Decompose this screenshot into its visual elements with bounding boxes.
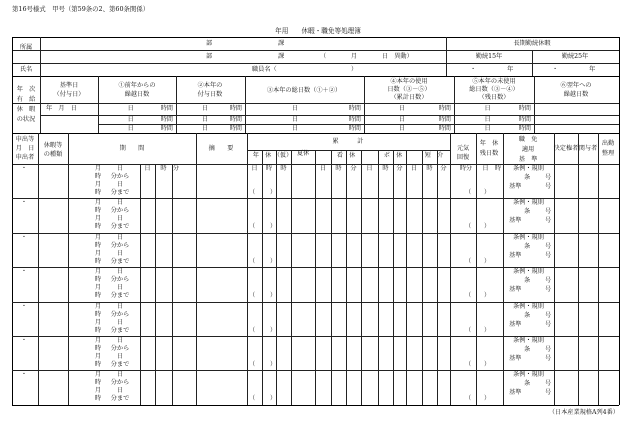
paren: ） [270, 361, 277, 368]
rule-line [12, 76, 619, 77]
paren: （ [249, 361, 256, 368]
exemption-jo: 条 [524, 346, 531, 353]
transfer-note: （ 月 日 異動） [320, 53, 413, 60]
rule-line [247, 150, 450, 151]
exemption-article: 条例・規則 [513, 199, 544, 207]
unit-hour: 時 [280, 165, 287, 172]
unit-minute: 分 [440, 165, 447, 172]
rule-line [361, 150, 362, 405]
exemption-article: 条例・規則 [513, 233, 544, 241]
nursing-header: 看 休 [336, 152, 356, 159]
rule-line [450, 133, 451, 405]
service-15: 勤続15年 [475, 53, 503, 60]
period-day: 日 [116, 302, 124, 310]
period-time: 時 [94, 207, 102, 215]
period-day: 日 [116, 215, 124, 223]
remaining-header: 残日数 [479, 150, 499, 157]
hour-unit: 時間 [438, 116, 451, 123]
rule-line [12, 133, 13, 405]
rule-line [12, 103, 619, 104]
exemption-go: 号 [545, 251, 552, 259]
period-day: 日 [116, 337, 124, 344]
row-date-mark: ・ [20, 233, 28, 241]
period-time: 時 [94, 292, 102, 300]
paren: ） [484, 395, 491, 403]
hour-unit: 時間 [229, 125, 242, 132]
rule-line [12, 63, 619, 64]
long-service-title: 長期勤続休暇 [513, 40, 551, 47]
period-month: 月 [94, 371, 102, 379]
exemption-jo: 条 [524, 311, 531, 319]
hour-unit: 時間 [160, 125, 173, 132]
volunteer-header: ボ 休 [383, 152, 403, 159]
period-time: 分まで [110, 361, 130, 368]
period-month: 月 [94, 165, 102, 172]
period-day: 日 [116, 199, 124, 207]
period-month: 月 [94, 387, 102, 395]
next-carryover-header: ⑥翌年への [560, 82, 592, 89]
attendance-header: 出勤 [601, 140, 615, 147]
genki-header: 回復 [456, 154, 470, 161]
year-25: ・ 年 [552, 66, 596, 73]
rule-line [446, 37, 447, 76]
day-unit: 日 [127, 116, 134, 123]
period-time: 時 [94, 310, 102, 318]
exemption-jo: 条 [524, 242, 531, 250]
day-unit: 日 [398, 116, 405, 123]
period-time: 分から [110, 207, 130, 215]
leave-status-label: 年 次 [16, 86, 36, 93]
exemption-go: 号 [545, 355, 552, 362]
paren: ） [270, 326, 277, 334]
service-25: 勤続25年 [561, 53, 589, 60]
rule-line [598, 133, 599, 405]
rule-line [172, 164, 173, 405]
period-time: 分まで [110, 257, 130, 265]
period-day: 日 [116, 284, 124, 292]
period-month: 月 [94, 284, 102, 292]
day-unit: 日 [201, 125, 209, 132]
exemption-kijun: 基準 [509, 389, 522, 397]
hour-unit: 時間 [229, 105, 242, 112]
hour-unit: 時間 [518, 125, 531, 132]
unused-days-header: （残日数） [478, 94, 510, 101]
unit-hour: 時 [494, 165, 502, 172]
period-day: 日 [116, 249, 124, 257]
period-month: 月 [94, 337, 102, 344]
period-day: 日 [116, 165, 124, 172]
exemption-article: 条例・規則 [513, 268, 544, 276]
period-time: 分から [110, 173, 130, 180]
period-time: 分まで [110, 326, 130, 334]
next-carryover-header: 繰越日数 [563, 91, 589, 98]
granted-header: ②本年の [197, 82, 223, 89]
exemption-header: 職 免 [518, 136, 538, 143]
rule-line [12, 37, 619, 38]
dept-label: 部 [206, 53, 213, 60]
exemption-kijun: 基準 [509, 217, 522, 225]
exemption-kijun: 基準 [509, 355, 522, 362]
day-unit: 日 [484, 125, 491, 132]
exemption-go: 号 [545, 174, 552, 181]
exemption-kijun: 基準 [509, 320, 522, 328]
period-day: 日 [116, 181, 124, 188]
used-days-header: 日数（③－⑤） [387, 86, 431, 93]
period-month: 月 [94, 302, 102, 310]
period-time: 分から [110, 345, 130, 352]
rule-line [422, 150, 423, 405]
summer-header: 夏休 [296, 150, 310, 157]
base-date-header: 基準日 [59, 82, 79, 89]
unit-day: 日 [410, 165, 418, 172]
leave-status-label: 有 給 [16, 96, 36, 103]
leave-kind-header: の種類 [43, 151, 63, 158]
period-month: 月 [94, 233, 102, 241]
period-month: 月 [94, 318, 102, 326]
paren: ） [484, 292, 491, 300]
period-time: 時 [94, 361, 102, 368]
period-time: 時 [94, 326, 102, 334]
paren: ） [270, 257, 277, 265]
granted-header: 付与日数 [197, 91, 223, 98]
paren: （ [465, 395, 472, 403]
paren: ） [270, 223, 277, 231]
day-unit: 日 [398, 125, 405, 132]
row-date-mark: ・ [20, 165, 28, 172]
unit-minute: 分 [396, 165, 403, 172]
exemption-article: 条例・規則 [513, 371, 544, 379]
unit-day: 日 [251, 165, 258, 172]
dept-label: 部 [206, 40, 213, 47]
rule-line [40, 115, 98, 116]
row-date-mark: ・ [20, 371, 28, 379]
period-time: 時 [94, 173, 102, 180]
short-care-header: 短 介 [424, 152, 444, 159]
period-time: 分から [110, 276, 130, 284]
rule-line [12, 50, 619, 51]
leave-status-label: の状況 [16, 116, 36, 123]
approver-header: 決定権者 [553, 145, 579, 152]
hour-unit: 時間 [160, 116, 173, 123]
paren: ） [484, 189, 491, 196]
paren: ） [484, 223, 491, 231]
remaining-header: 年 休 [479, 140, 499, 147]
paren: ） [484, 361, 491, 368]
paren: （ [249, 326, 256, 334]
rule-line [196, 133, 197, 405]
rule-line [176, 76, 177, 133]
paren: （ [465, 257, 472, 265]
period-time: 時 [94, 223, 102, 231]
used-days-header: ④本年の使用 [390, 78, 428, 85]
exemption-go: 号 [545, 208, 552, 216]
unit-day: 日 [144, 165, 151, 172]
period-time: 分まで [110, 292, 130, 300]
day-unit: 日 [201, 116, 209, 123]
unit-hour: 時 [335, 165, 342, 172]
paren: （ [465, 292, 472, 300]
unit-minute: 分 [172, 165, 180, 172]
period-time: 分まで [110, 395, 130, 403]
unit-day: 日 [482, 165, 489, 172]
paren: （ [465, 361, 472, 368]
applicant-header: 申出者 [15, 154, 35, 161]
special-header: （仮） [273, 152, 293, 159]
employee-name-field: 職員名（ ） [252, 66, 358, 73]
rule-line [346, 150, 347, 405]
applicant-header: 月 日 [15, 145, 35, 152]
section-label: 課 [278, 53, 285, 60]
summary-header: 摘 要 [208, 145, 234, 152]
leave-status-label: 休 暇 [16, 106, 36, 113]
rule-line [378, 150, 379, 405]
exemption-jo: 条 [524, 174, 531, 181]
period-day: 日 [116, 268, 124, 276]
period-month: 月 [94, 353, 102, 360]
hour-unit: 時間 [348, 125, 361, 132]
period-time: 時 [94, 241, 102, 249]
period-time: 時 [94, 276, 102, 284]
paren: ） [484, 257, 491, 265]
related-header: 関与者 [578, 145, 598, 152]
rule-line [315, 150, 316, 405]
rule-line [247, 133, 248, 405]
exemption-jo: 条 [524, 277, 531, 285]
rule-line [98, 76, 99, 133]
exemption-go: 号 [545, 320, 552, 328]
exemption-jo: 条 [524, 208, 531, 216]
day-unit: 日 [398, 105, 405, 112]
exemption-go: 号 [545, 346, 552, 353]
rule-line [12, 405, 619, 406]
period-time: 分から [110, 310, 130, 318]
exemption-go: 号 [545, 311, 552, 319]
period-time: 時 [94, 257, 102, 265]
rule-line [12, 37, 13, 76]
exemption-go: 号 [545, 183, 552, 190]
period-header: 期 間 [119, 145, 145, 152]
unit-hour: 時 [426, 165, 433, 172]
unit-hour: 時 [382, 165, 389, 172]
unused-days-header: ⑤本年の未使用 [472, 78, 516, 85]
period-time: 時 [94, 395, 102, 403]
rule-line [38, 133, 39, 405]
paren: （ [249, 257, 256, 265]
hour-unit: 時間 [438, 125, 451, 132]
genki-header: 元気 [456, 145, 470, 152]
rule-line [619, 133, 620, 405]
day-unit: 日 [291, 125, 299, 132]
unused-days-header: 総日数（③－④） [469, 86, 519, 93]
exemption-go: 号 [545, 389, 552, 397]
exemption-kijun: 基準 [509, 286, 522, 294]
period-day: 日 [116, 371, 124, 379]
exemption-go: 号 [545, 277, 552, 285]
period-month: 月 [94, 181, 102, 188]
rule-line [454, 76, 455, 133]
carryover-header: 繰越日数 [124, 91, 150, 98]
unit-minute: 分 [350, 165, 357, 172]
exemption-article: 条例・規則 [513, 165, 544, 172]
cumulative-header: 累 計 [332, 138, 364, 145]
name-label: 氏名 [19, 66, 33, 73]
period-time: 時 [94, 379, 102, 387]
day-unit: 日 [127, 125, 134, 132]
total-days-header: ③本年の総日数（①＋②） [266, 87, 342, 94]
hour-unit: 時間 [160, 105, 173, 112]
day-unit: 日 [201, 105, 209, 112]
rule-line [364, 76, 365, 133]
applicant-header: 申出等 [15, 136, 35, 143]
paren: （ [465, 189, 472, 196]
exemption-go: 号 [545, 286, 552, 294]
paren: ） [270, 189, 277, 196]
day-unit: 日 [291, 105, 299, 112]
unit-hour: 時 [265, 165, 273, 172]
attendance-header: 整理 [601, 150, 615, 157]
period-day: 日 [116, 387, 124, 395]
hour-unit: 時間 [229, 116, 242, 123]
paren: （ [465, 223, 472, 231]
period-time: 分から [110, 241, 130, 249]
rule-line [291, 150, 292, 405]
period-time: 分から [110, 379, 130, 387]
rule-line [406, 150, 407, 405]
period-time: 時 [94, 345, 102, 352]
rule-line [140, 164, 141, 405]
hour-unit: 時間 [438, 105, 451, 112]
rule-line [476, 133, 477, 405]
unit-hour: 時 [160, 165, 167, 172]
exemption-jo: 条 [524, 380, 531, 388]
row-date-mark: ・ [20, 199, 28, 207]
period-month: 月 [94, 249, 102, 257]
rule-line [68, 133, 69, 405]
unit-day: 日 [319, 165, 327, 172]
rule-line [534, 76, 535, 133]
exemption-go: 号 [545, 242, 552, 250]
carryover-header: ①前年からの [118, 82, 156, 89]
rule-line [619, 76, 620, 133]
unit-hour: 時 [459, 165, 467, 172]
rule-line [393, 150, 394, 405]
rule-line [554, 133, 555, 405]
hour-unit: 時間 [348, 116, 361, 123]
row-date-mark: ・ [20, 302, 28, 310]
paren: （ [249, 189, 256, 196]
row-date-mark: ・ [20, 337, 28, 344]
period-time: 分まで [110, 223, 130, 231]
exemption-header: 適用 [521, 146, 535, 153]
hour-unit: 時間 [518, 116, 531, 123]
paren: （ [249, 292, 256, 300]
exemption-go: 号 [545, 217, 552, 225]
rule-line [12, 133, 619, 134]
paren: ） [270, 395, 277, 403]
row-date-mark: ・ [20, 268, 28, 276]
annual-leave-header: 年 休 [252, 152, 272, 159]
rule-line [578, 133, 579, 405]
base-date-header: （付与日） [53, 91, 85, 98]
base-date-value: 年 月 日 [46, 105, 77, 112]
exemption-go: 号 [545, 380, 552, 388]
exemption-header: 基 準 [518, 156, 538, 163]
form-number: 第16号様式 甲号（第59条の2、第60条関係） [12, 5, 150, 13]
rule-line [12, 76, 13, 133]
period-time: 時 [94, 189, 102, 196]
rule-line [262, 150, 263, 405]
exemption-kijun: 基準 [509, 251, 522, 259]
paren: （ [249, 395, 256, 403]
leave-kind-header: 休暇等 [43, 142, 63, 149]
year-15: ・ 年 [470, 66, 514, 73]
exemption-article: 条例・規則 [513, 337, 544, 344]
rule-line [155, 164, 156, 405]
affiliation-label: 所属 [19, 44, 33, 51]
rule-line [619, 37, 620, 76]
day-unit: 日 [291, 116, 299, 123]
rule-line [503, 133, 504, 405]
exemption-article: 条例・規則 [513, 302, 544, 310]
rule-line [437, 150, 438, 405]
unit-day: 日 [366, 165, 373, 172]
paren: ） [484, 326, 491, 334]
period-month: 月 [94, 268, 102, 276]
rule-line [331, 150, 332, 405]
day-unit: 日 [127, 105, 134, 112]
exemption-kijun: 基準 [509, 183, 522, 190]
paren: ） [270, 292, 277, 300]
footer-note: （日本産業規格A列4番） [548, 409, 619, 416]
rule-line [40, 76, 41, 133]
period-month: 月 [94, 215, 102, 223]
day-unit: 日 [484, 105, 491, 112]
hour-unit: 時間 [348, 105, 361, 112]
form-title: 年用 休暇・職免等処理簿 [275, 27, 361, 35]
period-time: 分まで [110, 189, 130, 196]
section-label: 課 [278, 40, 285, 47]
rule-line [245, 76, 246, 133]
unit-minute: 分 [465, 165, 473, 172]
period-month: 月 [94, 199, 102, 207]
period-day: 日 [116, 353, 124, 360]
day-unit: 日 [484, 116, 491, 123]
paren: （ [465, 326, 472, 334]
paren: （ [249, 223, 256, 231]
period-day: 日 [116, 233, 124, 241]
rule-line [40, 37, 41, 76]
hour-unit: 時間 [518, 105, 531, 112]
rule-line [532, 50, 533, 76]
used-days-header: （累計日数） [390, 94, 428, 101]
period-day: 日 [116, 318, 124, 326]
